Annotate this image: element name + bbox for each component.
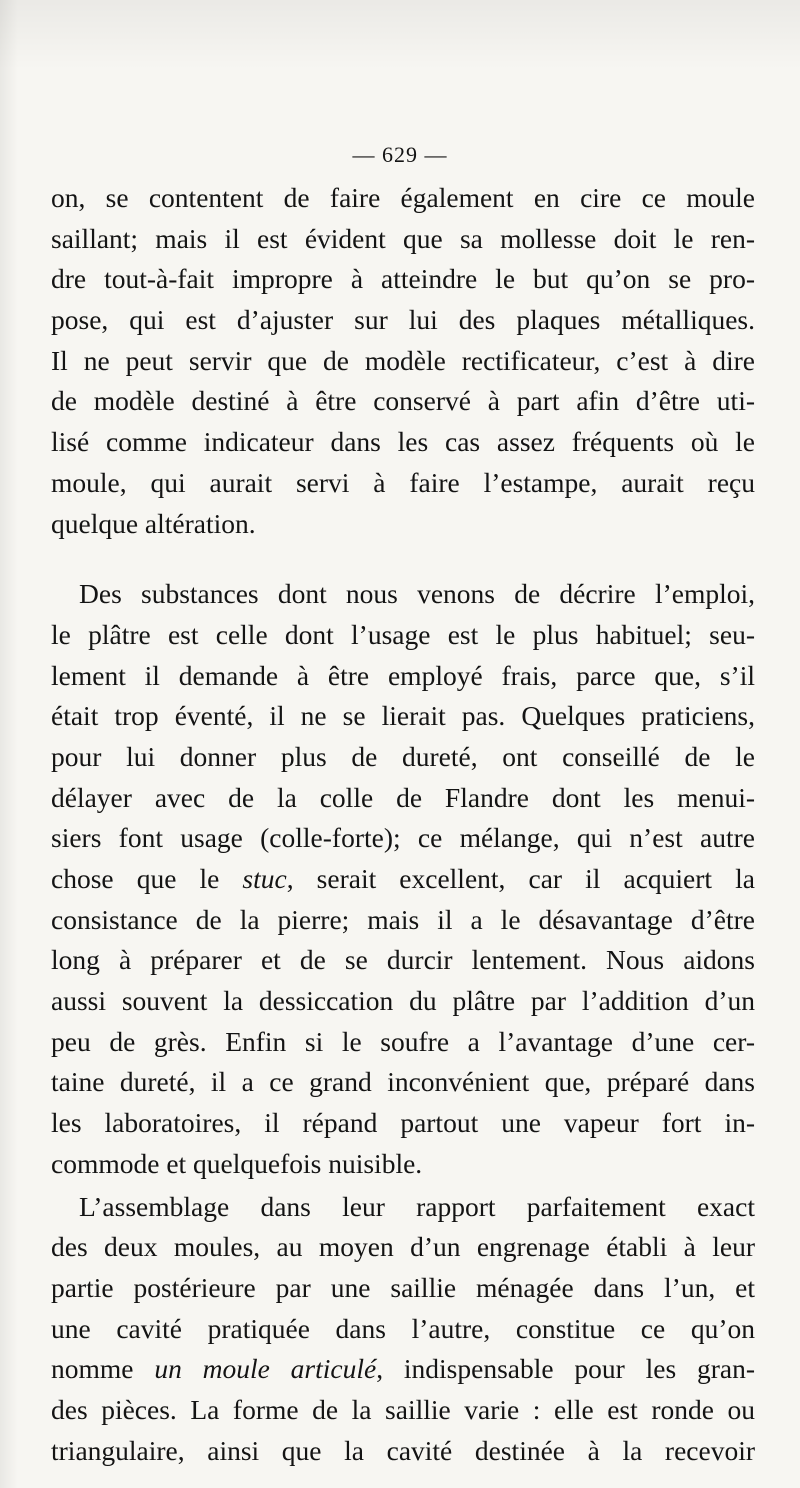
page-text: [51, 178, 755, 1471]
text-line: triangulaire, ainsi que la cavité destinée à la recevoir: [51, 1434, 755, 1466]
text-line: pour lui donner plus de dureté, ont conseillé de le: [51, 740, 755, 772]
text-line: pose, qui est d’ajuster sur lui des plaques métalliques.: [51, 304, 755, 336]
text-line: moule, qui aurait servi à faire l’estampe, aurait reçu: [51, 466, 755, 498]
text-line: chose que le stuc, serait excellent, car il acquiert la: [51, 863, 755, 894]
text-line: lement il demande à être employé frais, parce que, s’il: [51, 659, 755, 691]
text-line: Des substances dont nous venons de décrire l’emploi,: [79, 578, 755, 610]
text-line: des pièces. La forme de la saillie varie : elle est ronde ou: [51, 1393, 755, 1425]
text-line: long à préparer et de se durcir lentement. Nous aidons: [51, 944, 755, 976]
text-line: saillant; mais il est évident que sa mollesse doit le ren-: [51, 222, 755, 254]
paragraph-2: [51, 574, 755, 1184]
text-line: L’assemblage dans leur rapport parfaitement exact: [79, 1190, 755, 1222]
text-line: une cavité pratiquée dans l’autre, constitue ce qu’on: [51, 1312, 755, 1344]
text-line: lisé comme indicateur dans les cas assez fréquents où le: [51, 426, 755, 458]
text-line: on, se contentent de faire également en cire ce moule: [51, 182, 755, 213]
text-line: partie postérieure par une saillie ménagée dans l’un, et: [51, 1271, 755, 1303]
text-line: peu de grès. Enfin si le soufre a l’avantage d’une cer-: [51, 1025, 755, 1057]
paragraph-gap: [51, 544, 755, 574]
text-line: délayer avec de la colle de Flandre dont les menui-: [51, 781, 755, 813]
text-line: consistance de la pierre; mais il a le désavantage d’être: [51, 903, 755, 935]
text-line: le plâtre est celle dont l’usage est le plus habituel; seu-: [51, 618, 755, 650]
text-line: taine dureté, il a ce grand inconvénient que, préparé dans: [51, 1066, 755, 1098]
paragraph-1: [51, 178, 755, 544]
page-number: — 629 —: [352, 142, 448, 167]
text-line: commode et quelquefois nuisible.: [51, 1147, 423, 1179]
text-line: Il ne peut servir que de modèle rectificateur, c’est à dire: [51, 344, 755, 376]
text-line: des deux moules, au moyen d’un engrenage établi à leur: [51, 1231, 755, 1263]
text-line: les laboratoires, il répand partout une vapeur fort in-: [51, 1107, 755, 1139]
text-line: était trop éventé, il ne se lierait pas. Quelques praticiens,: [51, 700, 755, 732]
text-line: aussi souvent la dessiccation du plâtre par l’addition d’un: [51, 985, 755, 1017]
text-line: quelque altération.: [51, 507, 256, 539]
text-line: dre tout-à-fait impropre à atteindre le but qu’on se pro-: [51, 263, 755, 295]
text-line: nomme un moule articulé, indispensable pour les gran-: [51, 1353, 755, 1385]
paragraph-3: [51, 1187, 755, 1472]
text-line: siers font usage (colle-forte); ce mélange, qui n’est autre: [51, 822, 755, 854]
text-line: de modèle destiné à être conservé à part afin d’être uti-: [51, 385, 755, 417]
